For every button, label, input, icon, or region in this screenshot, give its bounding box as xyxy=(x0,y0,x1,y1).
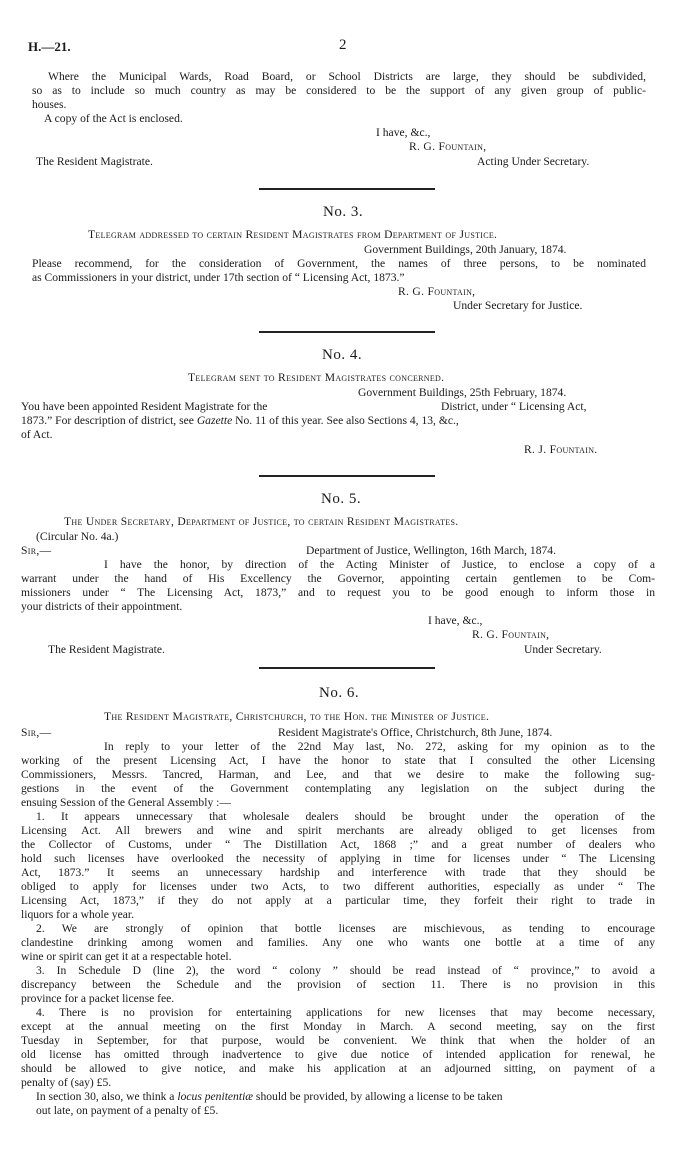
paragraph-line: I have the honor, by direction of the Acting Minister of Justice, to enclose a copy of a xyxy=(104,558,655,571)
paragraph-line: You have been appointed Resident Magistrate for the xyxy=(21,400,268,413)
paragraph-line: as Commissioners in your district, under 17th section of “ Licensing Act, 1873.” xyxy=(32,271,405,284)
paragraph-line: gestions in the event of the Government contemplating any legislation on the subject during the xyxy=(21,782,655,795)
section-divider xyxy=(259,475,435,477)
paragraph-line xyxy=(36,1090,655,1103)
signer-name: R. J. Fountain. xyxy=(524,443,598,456)
paragraph-line: obliged to apply for licenses under two Acts, to two different authorities, especially as under “ The xyxy=(21,880,655,893)
text-run xyxy=(36,1090,503,1103)
paragraph-line: Please recommend, for the consideration of Government, the names of three persons, to be nominated xyxy=(32,257,646,270)
section-heading: No. 3. xyxy=(323,204,364,220)
paragraph-line: ensuing Session of the General Assembly :— xyxy=(21,796,231,809)
paragraph-line: Licensing Act. All brewers and wine and spirit merchants are already obliged to get licenses from xyxy=(21,824,655,837)
paragraph-line: District, under “ Licensing Act, xyxy=(441,400,587,413)
dateline: Department of Justice, Wellington, 16th March, 1874. xyxy=(306,544,557,557)
paragraph-line: working of the present Licensing Act, I have the honor to state that I consulted the other Licensing xyxy=(21,754,655,767)
paragraph-line: Licensing Act, 1873,” if they do not apply at a particular time, they forfeit their right to trade in xyxy=(21,894,655,907)
paragraph-line: discrepancy between the Schedule and the provision of section 11. There is no provision in this xyxy=(21,978,655,991)
section-title: Telegram addressed to certain Resident Magistrates from Department of Justice. xyxy=(88,228,498,241)
section-title: The Resident Magistrate, Christchurch, to the Hon. the Minister of Justice. xyxy=(104,710,490,723)
signer-title: Under Secretary for Justice. xyxy=(453,299,583,312)
paragraph-line: of Act. xyxy=(21,428,53,441)
paragraph-line: warrant under the hand of His Excellency the Governor, appointing certain gentlemen to be Com- xyxy=(21,572,655,585)
paragraph-line: 1. It appears unnecessary that wholesale dealers should be brought under the operation of the xyxy=(36,810,655,823)
addressee: The Resident Magistrate. xyxy=(36,155,153,168)
paragraph-line: liquors for a whole year. xyxy=(21,908,135,921)
section-heading: No. 6. xyxy=(319,685,360,701)
salutation: Sir,— xyxy=(21,544,52,557)
text-run: No. 11 of this year. See also Sections 4, 13, &c., xyxy=(232,414,459,427)
paragraph-line: wine or spirit can get it at a respectable hotel. xyxy=(21,950,232,963)
signer-name: R. G. Fountain, xyxy=(472,628,550,641)
paragraph-line: missioners under “ The Licensing Act, 1873,” and to request you to be good enough to inform those in xyxy=(21,586,655,599)
paragraph-line: clandestine drinking among women and families. Any one who wants one bottle at a time of any xyxy=(21,936,655,949)
section-title: The Under Secretary, Department of Justice, to certain Resident Magistrates. xyxy=(64,515,459,528)
paragraph-line: penalty of (say) £5. xyxy=(21,1076,112,1089)
paragraph-line: the Collector of Customs, under “ The Distillation Act, 1868 ;” and a great number of dealers who xyxy=(21,838,655,851)
addressee: The Resident Magistrate. xyxy=(48,643,165,656)
text-run: 1873.” For description of district, see xyxy=(21,414,197,427)
paragraph-line: province for a packet license fee. xyxy=(21,992,175,1005)
signer-name: R. G. Fountain, xyxy=(409,140,487,153)
paragraph-line: Tuesday in September, for that purpose, would be convenient. We think that when the holder of an xyxy=(21,1034,655,1047)
closing: I have, &c., xyxy=(376,126,431,139)
dateline: Government Buildings, 25th February, 1874. xyxy=(358,386,567,399)
paragraph-line: 2. We are strongly of opinion that bottle licenses are mischievous, as tending to encourage xyxy=(36,922,655,935)
section-divider xyxy=(259,188,435,190)
signer-title: Acting Under Secretary. xyxy=(477,155,590,168)
section-heading: No. 5. xyxy=(321,491,362,507)
page-number: 2 xyxy=(339,37,347,53)
paragraph-line: hold such licenses have overlooked the necessity of applying in time for licenses under “ The Licensing xyxy=(21,852,655,865)
circular-number: (Circular No. 4a.) xyxy=(36,530,119,543)
closing: I have, &c., xyxy=(428,614,483,627)
paragraph-line: In reply to your letter of the 22nd May last, No. 272, asking for my opinion as to the xyxy=(104,740,655,753)
paragraph-line: out late, on payment of a penalty of £5. xyxy=(36,1104,219,1117)
paragraph-line: so as to include so much country as may be considered to be the support of any given group of public- xyxy=(32,84,646,97)
latin-phrase: locus penitentiæ xyxy=(177,1090,254,1103)
section-heading: No. 4. xyxy=(322,347,363,363)
paragraph-line: Act, 1873.” It seems an unnecessary hardship and interference with trade that they should be xyxy=(21,866,655,879)
salutation: Sir,— xyxy=(21,726,52,739)
dateline: Government Buildings, 20th January, 1874. xyxy=(364,243,567,256)
paragraph-line: 3. In Schedule D (line 2), the word “ colony ” should be read instead of “ province,” to avoid a xyxy=(36,964,655,977)
paragraph-line: A copy of the Act is enclosed. xyxy=(44,112,183,125)
gazette-reference: Gazette xyxy=(196,414,233,427)
paragraph-line: except at the annual meeting on the first Monday in March. A second meeting, say on the first xyxy=(21,1020,655,1033)
document-reference: H.—21. xyxy=(28,39,71,54)
paragraph-line: old license has omitted through inadvertence to give due notice of intended application for renewal, he xyxy=(21,1048,655,1061)
text-run: In section 30, also, we think a xyxy=(36,1090,178,1103)
paragraph-line: your districts of their appointment. xyxy=(21,600,183,613)
section-title: Telegram sent to Resident Magistrates concerned. xyxy=(188,371,445,384)
paragraph-line: 4. There is no provision for entertaining applications for new licenses that may become necessary, xyxy=(36,1006,655,1019)
text-run: should be provided, by allowing a license to be taken xyxy=(253,1090,503,1103)
paragraph-line: Commissioners, Messrs. Tancred, Harman, and Lee, and that we desire to make the following sug- xyxy=(21,768,655,781)
paragraph-line: should be allowed to give notice, and make his application at an adjourned sitting, on payment of a xyxy=(21,1062,655,1075)
paragraph-line: houses. xyxy=(32,98,67,111)
signer-title: Under Secretary. xyxy=(524,643,602,656)
section-divider xyxy=(259,331,435,333)
paragraph-line xyxy=(21,414,459,427)
section-divider xyxy=(259,667,435,669)
dateline: Resident Magistrate's Office, Christchurch, 8th June, 1874. xyxy=(278,726,553,739)
paragraph-line: Where the Municipal Wards, Road Board, or School Districts are large, they should be subdivided, xyxy=(48,70,646,83)
signer-name: R. G. Fountain, xyxy=(398,285,476,298)
